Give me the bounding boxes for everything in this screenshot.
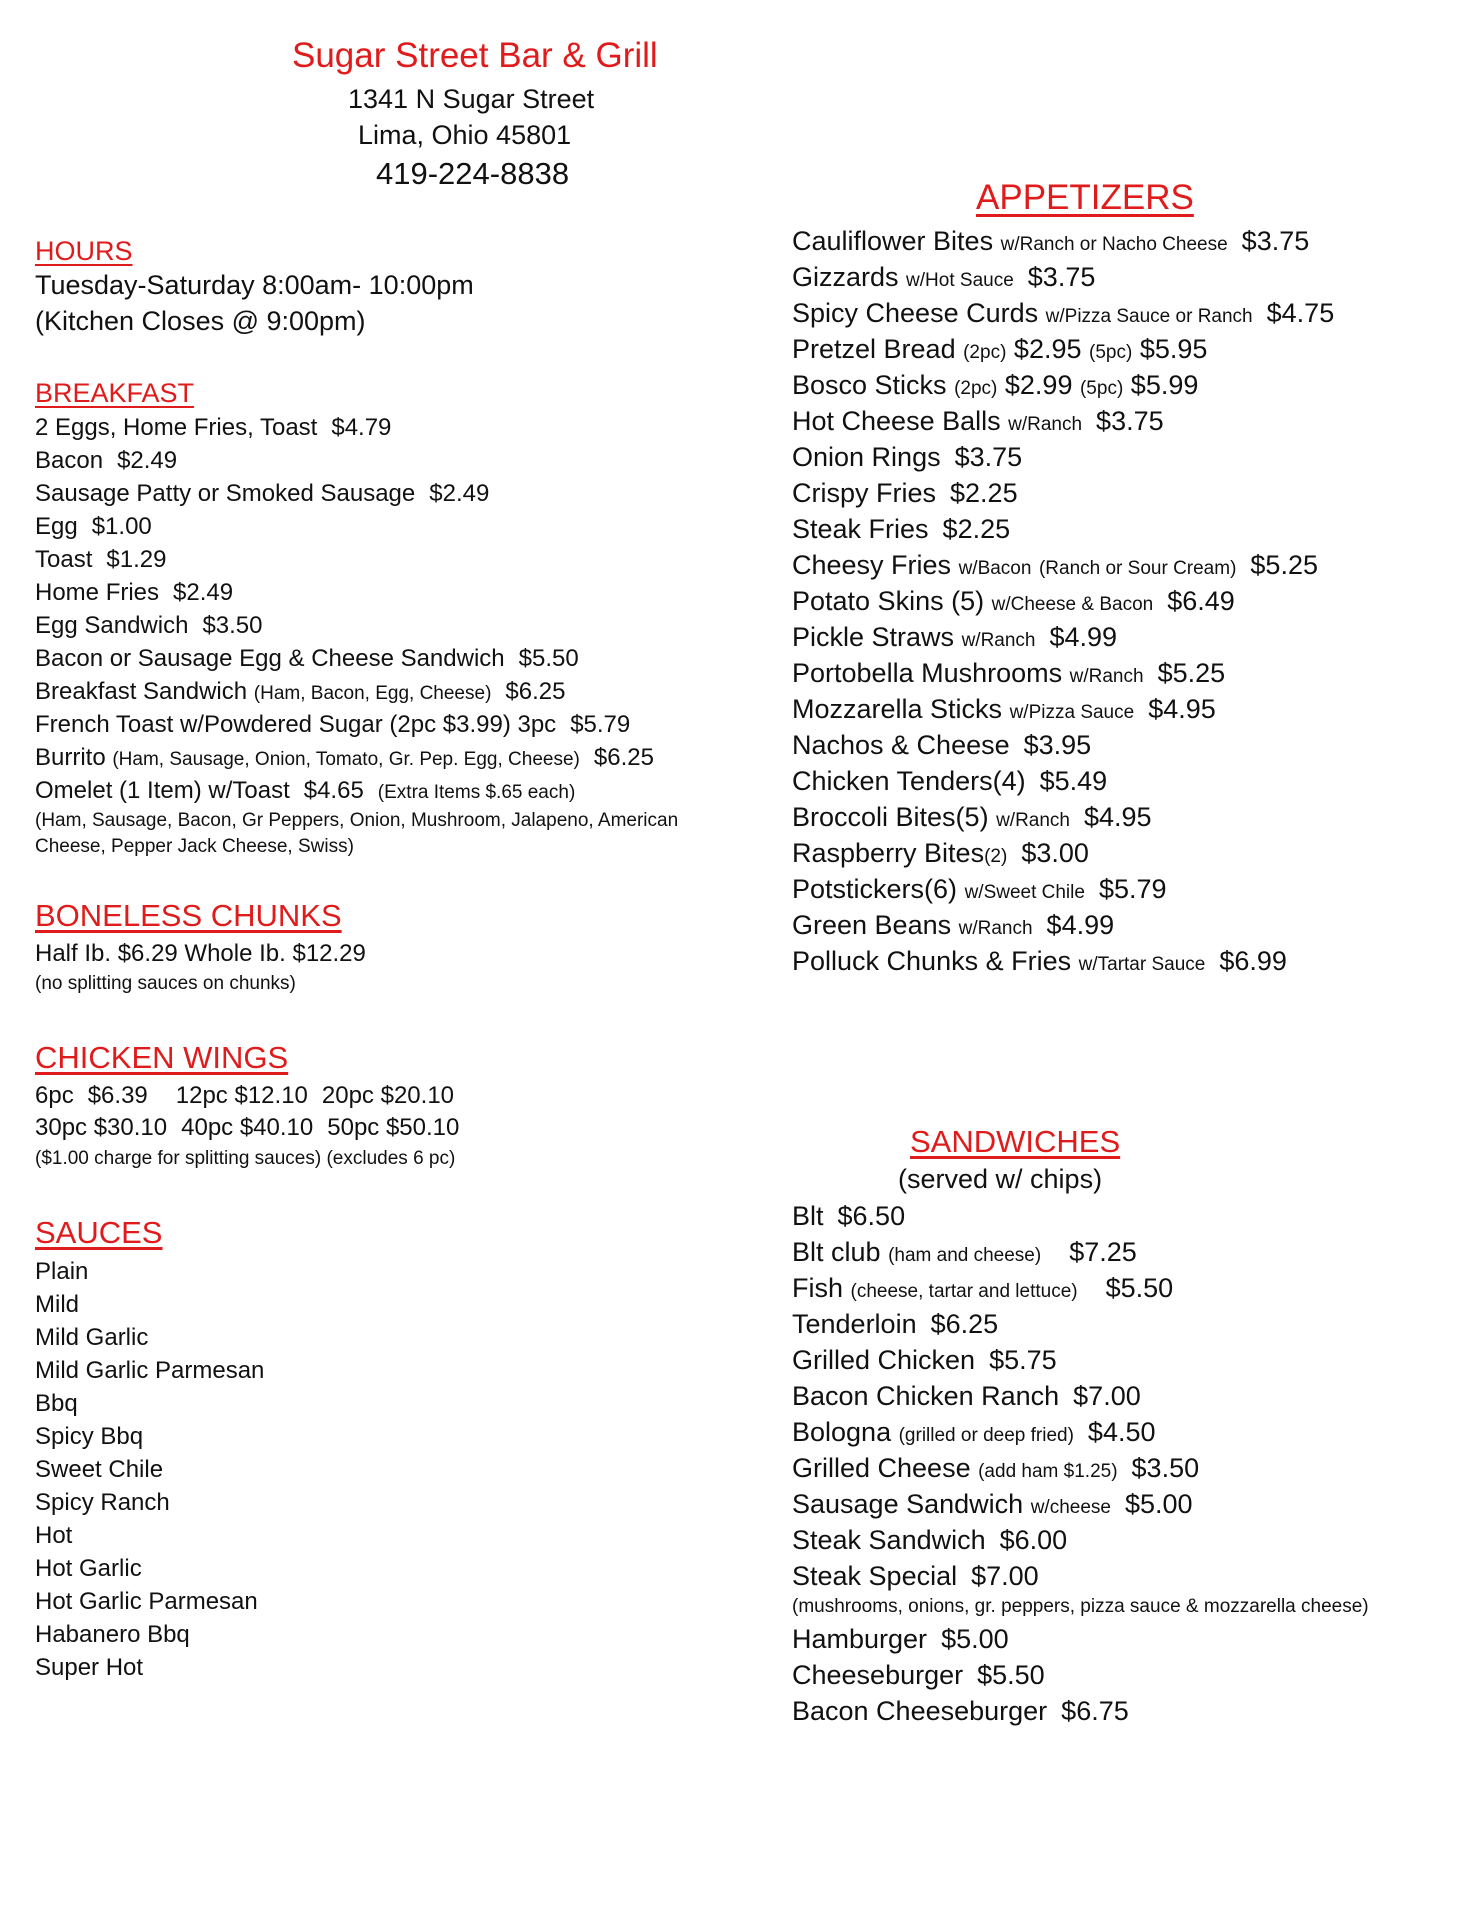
item-name: Tenderloin [792, 1309, 917, 1339]
item-price: $5.99 [1130, 370, 1199, 400]
item-detail: w/cheese [1030, 1497, 1111, 1518]
item-name: Potstickers(6) [792, 874, 958, 904]
sauces-heading: SAUCES [35, 1215, 163, 1250]
item-detail: (2pc) [963, 342, 1007, 363]
item-detail: (Ranch or Sour Cream) [1038, 558, 1237, 579]
list-item [792, 1453, 1199, 1484]
item-price: $5.79 [570, 711, 631, 738]
wings-note: ($1.00 charge for splitting sauces) (excludes 6 pc) [35, 1148, 456, 1169]
item-name: Potato Skins (5) [792, 586, 985, 616]
item-price: $4.75 [1266, 298, 1335, 328]
item-name: Onion Rings [792, 442, 941, 472]
sandwiches-subheading: (served w/ chips) [898, 1164, 1103, 1194]
item-price: $2.99 [1004, 370, 1073, 400]
item-price: $2.49 [117, 447, 178, 474]
wings-option: 12pc $12.10 [175, 1082, 308, 1109]
item-price: $6.50 [837, 1201, 906, 1231]
item-price: $4.99 [1046, 910, 1115, 940]
list-item: Super Hot [35, 1654, 144, 1681]
hours-kitchen: (Kitchen Closes @ 9:00pm) [35, 306, 366, 336]
phone-number: 419-224-8838 [376, 156, 570, 191]
item-detail: (ham and cheese) [888, 1245, 1042, 1266]
item-price: $3.75 [1027, 262, 1096, 292]
list-item [35, 414, 391, 442]
item-detail: (2pc) [954, 378, 998, 399]
restaurant-name: Sugar Street Bar & Grill [292, 36, 658, 75]
item-name: Sausage Sandwich [792, 1489, 1024, 1519]
item-detail: w/Ranch [958, 918, 1033, 939]
sandwiches-heading: SANDWICHES [910, 1124, 1121, 1159]
item-name: Grilled Chicken [792, 1345, 976, 1375]
list-item [792, 1381, 1141, 1412]
list-item [792, 298, 1334, 329]
item-price: $5.75 [989, 1345, 1057, 1375]
list-item: Mild Garlic [35, 1324, 149, 1351]
list-item [35, 612, 263, 640]
list-item: Mild Garlic Parmesan [35, 1357, 265, 1384]
wings-row-1 [35, 1082, 454, 1110]
item-price: $4.95 [1148, 694, 1216, 724]
list-item [35, 546, 166, 574]
item-name: Steak Fries [792, 514, 929, 544]
item-price: $7.25 [1069, 1237, 1137, 1267]
list-item: Habanero Bbq [35, 1621, 190, 1648]
item-price: $4.50 [1087, 1417, 1156, 1447]
wings-option: 30pc $30.10 [35, 1114, 168, 1141]
item-name: Grilled Cheese [792, 1453, 971, 1483]
item-name: Bacon [35, 447, 104, 474]
item-name: Portobella Mushrooms [792, 658, 1063, 688]
list-item [792, 262, 1095, 293]
item-price: $6.00 [999, 1525, 1068, 1555]
item-price: $2.25 [950, 478, 1018, 508]
item-price: $7.00 [1073, 1381, 1141, 1411]
item-name: Bacon Cheeseburger [792, 1696, 1048, 1726]
item-name: Cauliflower Bites [792, 226, 994, 256]
list-item [792, 766, 1107, 797]
list-item: Mild [35, 1291, 80, 1318]
item-name: Steak Sandwich [792, 1525, 986, 1555]
item-name: Omelet (1 Item) w/Toast [35, 777, 290, 804]
list-item [792, 1696, 1129, 1727]
list-item [792, 694, 1216, 725]
item-detail: w/Pizza Sauce or Ranch [1045, 306, 1253, 327]
list-item [792, 1660, 1045, 1691]
wings-heading: CHICKEN WINGS [35, 1040, 289, 1075]
item-price: $2.49 [429, 480, 490, 507]
list-item: Bbq [35, 1390, 78, 1417]
list-item: Hot [35, 1522, 73, 1549]
wings-row-2 [35, 1114, 459, 1142]
item-price: $2.49 [173, 579, 234, 606]
list-item [792, 550, 1318, 581]
item-price: $5.00 [941, 1624, 1009, 1654]
address-street: 1341 N Sugar Street [348, 84, 595, 114]
breakfast-heading: BREAKFAST [35, 378, 195, 408]
appetizers-heading: APPETIZERS [976, 178, 1194, 217]
item-detail: (cheese, tartar and lettuce) [850, 1281, 1078, 1302]
list-item [792, 1624, 1009, 1655]
item-detail: w/Ranch [1008, 414, 1083, 435]
item-detail: w/Hot Sauce [906, 270, 1014, 291]
item-price: $6.25 [930, 1309, 999, 1339]
item-price: $3.50 [202, 612, 263, 639]
item-price: $5.79 [1098, 874, 1167, 904]
list-item [792, 406, 1164, 437]
item-price: $3.75 [1096, 406, 1164, 436]
item-price: $5.50 [977, 1660, 1045, 1690]
list-item [792, 874, 1167, 905]
item-name: Blt club [792, 1237, 881, 1267]
item-name: Egg [35, 513, 78, 540]
list-item [792, 1525, 1067, 1556]
item-name: Cheesy Fries [792, 550, 952, 580]
item-name: Mozzarella Sticks [792, 694, 1003, 724]
item-name: Gizzards [792, 262, 899, 292]
address-city: Lima, Ohio 45801 [358, 120, 572, 150]
item-name: Bologna [792, 1417, 892, 1447]
item-name: Chicken Tenders(4) [792, 766, 1026, 796]
item-detail: w/Ranch [1069, 666, 1144, 687]
item-detail: w/Ranch [961, 630, 1036, 651]
item-price: $4.95 [1084, 802, 1152, 832]
item-detail: w/Tartar Sauce [1078, 954, 1206, 975]
item-name: Bosco Sticks [792, 370, 947, 400]
list-item: Spicy Bbq [35, 1423, 144, 1450]
item-extra: (Extra Items $.65 each) [377, 782, 576, 803]
item-name: Crispy Fries [792, 478, 937, 508]
list-item [35, 678, 565, 706]
item-price: $6.25 [593, 744, 654, 771]
list-item: Plain [35, 1258, 89, 1285]
list-item [792, 838, 1089, 869]
item-name: Polluck Chunks & Fries [792, 946, 1072, 976]
omelet-options-line1: (Ham, Sausage, Bacon, Gr Peppers, Onion, Mushroom, Jalapeno, American [35, 810, 679, 831]
item-price: $5.00 [1124, 1489, 1193, 1519]
item-name: Sausage Patty or Smoked Sausage [35, 480, 416, 507]
list-item [792, 1273, 1173, 1304]
item-name: Nachos & Cheese [792, 730, 1010, 760]
item-name: Egg Sandwich [35, 612, 189, 639]
list-item [35, 711, 630, 739]
item-price: $5.49 [1039, 766, 1108, 796]
steak-special-note: (mushrooms, onions, gr. peppers, pizza sauce & mozzarella cheese) [792, 1596, 1369, 1617]
list-item [35, 513, 152, 541]
list-item [792, 1201, 905, 1232]
list-item [792, 586, 1235, 617]
item-detail: w/Ranch [996, 810, 1070, 831]
item-name: Steak Special [792, 1561, 958, 1591]
list-item [792, 514, 1010, 545]
item-price: $3.75 [954, 442, 1023, 472]
item-price: $6.25 [505, 678, 566, 705]
item-detail: w/Ranch or Nacho Cheese [1000, 234, 1228, 255]
list-item [792, 442, 1022, 473]
list-item [35, 447, 177, 475]
hours-heading: HOURS [35, 236, 133, 266]
item-name: Fish [792, 1273, 844, 1303]
item-price: $4.99 [1049, 622, 1118, 652]
item-detail: w/Bacon [958, 558, 1032, 579]
boneless-prices: Half Ib. $6.29 Whole Ib. $12.29 [35, 940, 366, 967]
item-detail: (Ham, Bacon, Egg, Cheese) [253, 683, 492, 704]
item-price: $6.49 [1167, 586, 1235, 616]
list-item [792, 730, 1091, 761]
list-item [792, 802, 1152, 833]
item-detail: (2) [984, 846, 1008, 867]
boneless-heading: BONELESS CHUNKS [35, 898, 342, 933]
list-item [792, 1489, 1193, 1520]
list-item [792, 1345, 1057, 1376]
wings-price: $6.39 [87, 1082, 148, 1109]
hours-days: Tuesday-Saturday 8:00am- 10:00pm [35, 270, 474, 300]
list-item: Hot Garlic Parmesan [35, 1588, 258, 1615]
item-detail: w/Sweet Chile [964, 882, 1085, 903]
item-price: $5.25 [1250, 550, 1318, 580]
list-item [792, 334, 1207, 365]
list-item [792, 1309, 998, 1340]
item-price: $5.50 [518, 645, 579, 672]
wings-option: 40pc $40.10 [181, 1114, 314, 1141]
item-price: $6.99 [1219, 946, 1287, 976]
list-item [35, 777, 575, 805]
list-item [792, 370, 1198, 401]
list-item [792, 946, 1287, 977]
item-name: Burrito [35, 744, 106, 771]
item-name: Hamburger [792, 1624, 928, 1654]
list-item [35, 645, 579, 673]
item-detail: (add ham $1.25) [978, 1461, 1118, 1482]
item-price: $3.75 [1241, 226, 1310, 256]
item-price: $5.50 [1105, 1273, 1174, 1303]
item-price: $6.75 [1061, 1696, 1129, 1726]
item-price: $3.50 [1131, 1453, 1200, 1483]
item-price: $2.25 [942, 514, 1011, 544]
item-name: Pickle Straws [792, 622, 955, 652]
list-item [35, 744, 654, 772]
item-price: $5.95 [1139, 334, 1208, 364]
list-item [35, 480, 489, 508]
list-item [35, 579, 233, 607]
item-detail: (5pc) [1079, 378, 1124, 399]
list-item [792, 1237, 1137, 1268]
item-name: Broccoli Bites(5) [792, 802, 989, 832]
item-price: $7.00 [971, 1561, 1039, 1591]
item-name: Spicy Cheese Curds [792, 298, 1039, 328]
item-name: Raspberry Bites [792, 838, 985, 868]
item-detail: (grilled or deep fried) [898, 1425, 1074, 1446]
item-name: Pretzel Bread [792, 334, 956, 364]
item-name: French Toast w/Powdered Sugar (2pc $3.99) 3pc [35, 711, 557, 738]
item-detail: w/Pizza Sauce [1009, 702, 1135, 723]
item-name: Toast [35, 546, 93, 573]
item-name: Blt [792, 1201, 824, 1231]
item-name: Hot Cheese Balls [792, 406, 1001, 436]
wings-option: 20pc $20.10 [321, 1082, 455, 1109]
wings-count: 6pc [35, 1082, 74, 1109]
list-item: Sweet Chile [35, 1456, 164, 1483]
list-item [792, 1561, 1039, 1592]
item-name: 2 Eggs, Home Fries, Toast [35, 414, 318, 441]
item-name: Breakfast Sandwich [35, 678, 248, 705]
item-price: $3.00 [1021, 838, 1089, 868]
item-name: Home Fries [35, 579, 160, 606]
item-price: $1.00 [91, 513, 152, 540]
item-name: Cheeseburger [792, 1660, 964, 1690]
item-price: $4.79 [331, 414, 392, 441]
wings-option: 50pc $50.10 [327, 1114, 460, 1141]
boneless-note: (no splitting sauces on chunks) [35, 973, 296, 994]
list-item [792, 910, 1114, 941]
item-price: $4.65 [303, 777, 364, 804]
item-detail: (Ham, Sausage, Onion, Tomato, Gr. Pep. Egg, Cheese) [112, 749, 580, 770]
list-item [792, 658, 1225, 689]
item-price: $3.95 [1023, 730, 1092, 760]
item-price: $5.25 [1157, 658, 1226, 688]
item-detail: (5pc) [1089, 342, 1133, 363]
list-item [792, 226, 1309, 257]
omelet-options-line2: Cheese, Pepper Jack Cheese, Swiss) [35, 836, 354, 857]
list-item [792, 478, 1018, 509]
item-name: Bacon or Sausage Egg & Cheese Sandwich [35, 645, 505, 672]
list-item [792, 622, 1117, 653]
list-item: Hot Garlic [35, 1555, 142, 1582]
list-item [792, 1417, 1156, 1448]
item-price: $1.29 [106, 546, 167, 573]
item-price: $2.95 [1013, 334, 1082, 364]
item-detail: w/Cheese & Bacon [991, 594, 1154, 615]
item-name: Bacon Chicken Ranch [792, 1381, 1060, 1411]
list-item: Spicy Ranch [35, 1489, 170, 1516]
item-name: Green Beans [792, 910, 952, 940]
